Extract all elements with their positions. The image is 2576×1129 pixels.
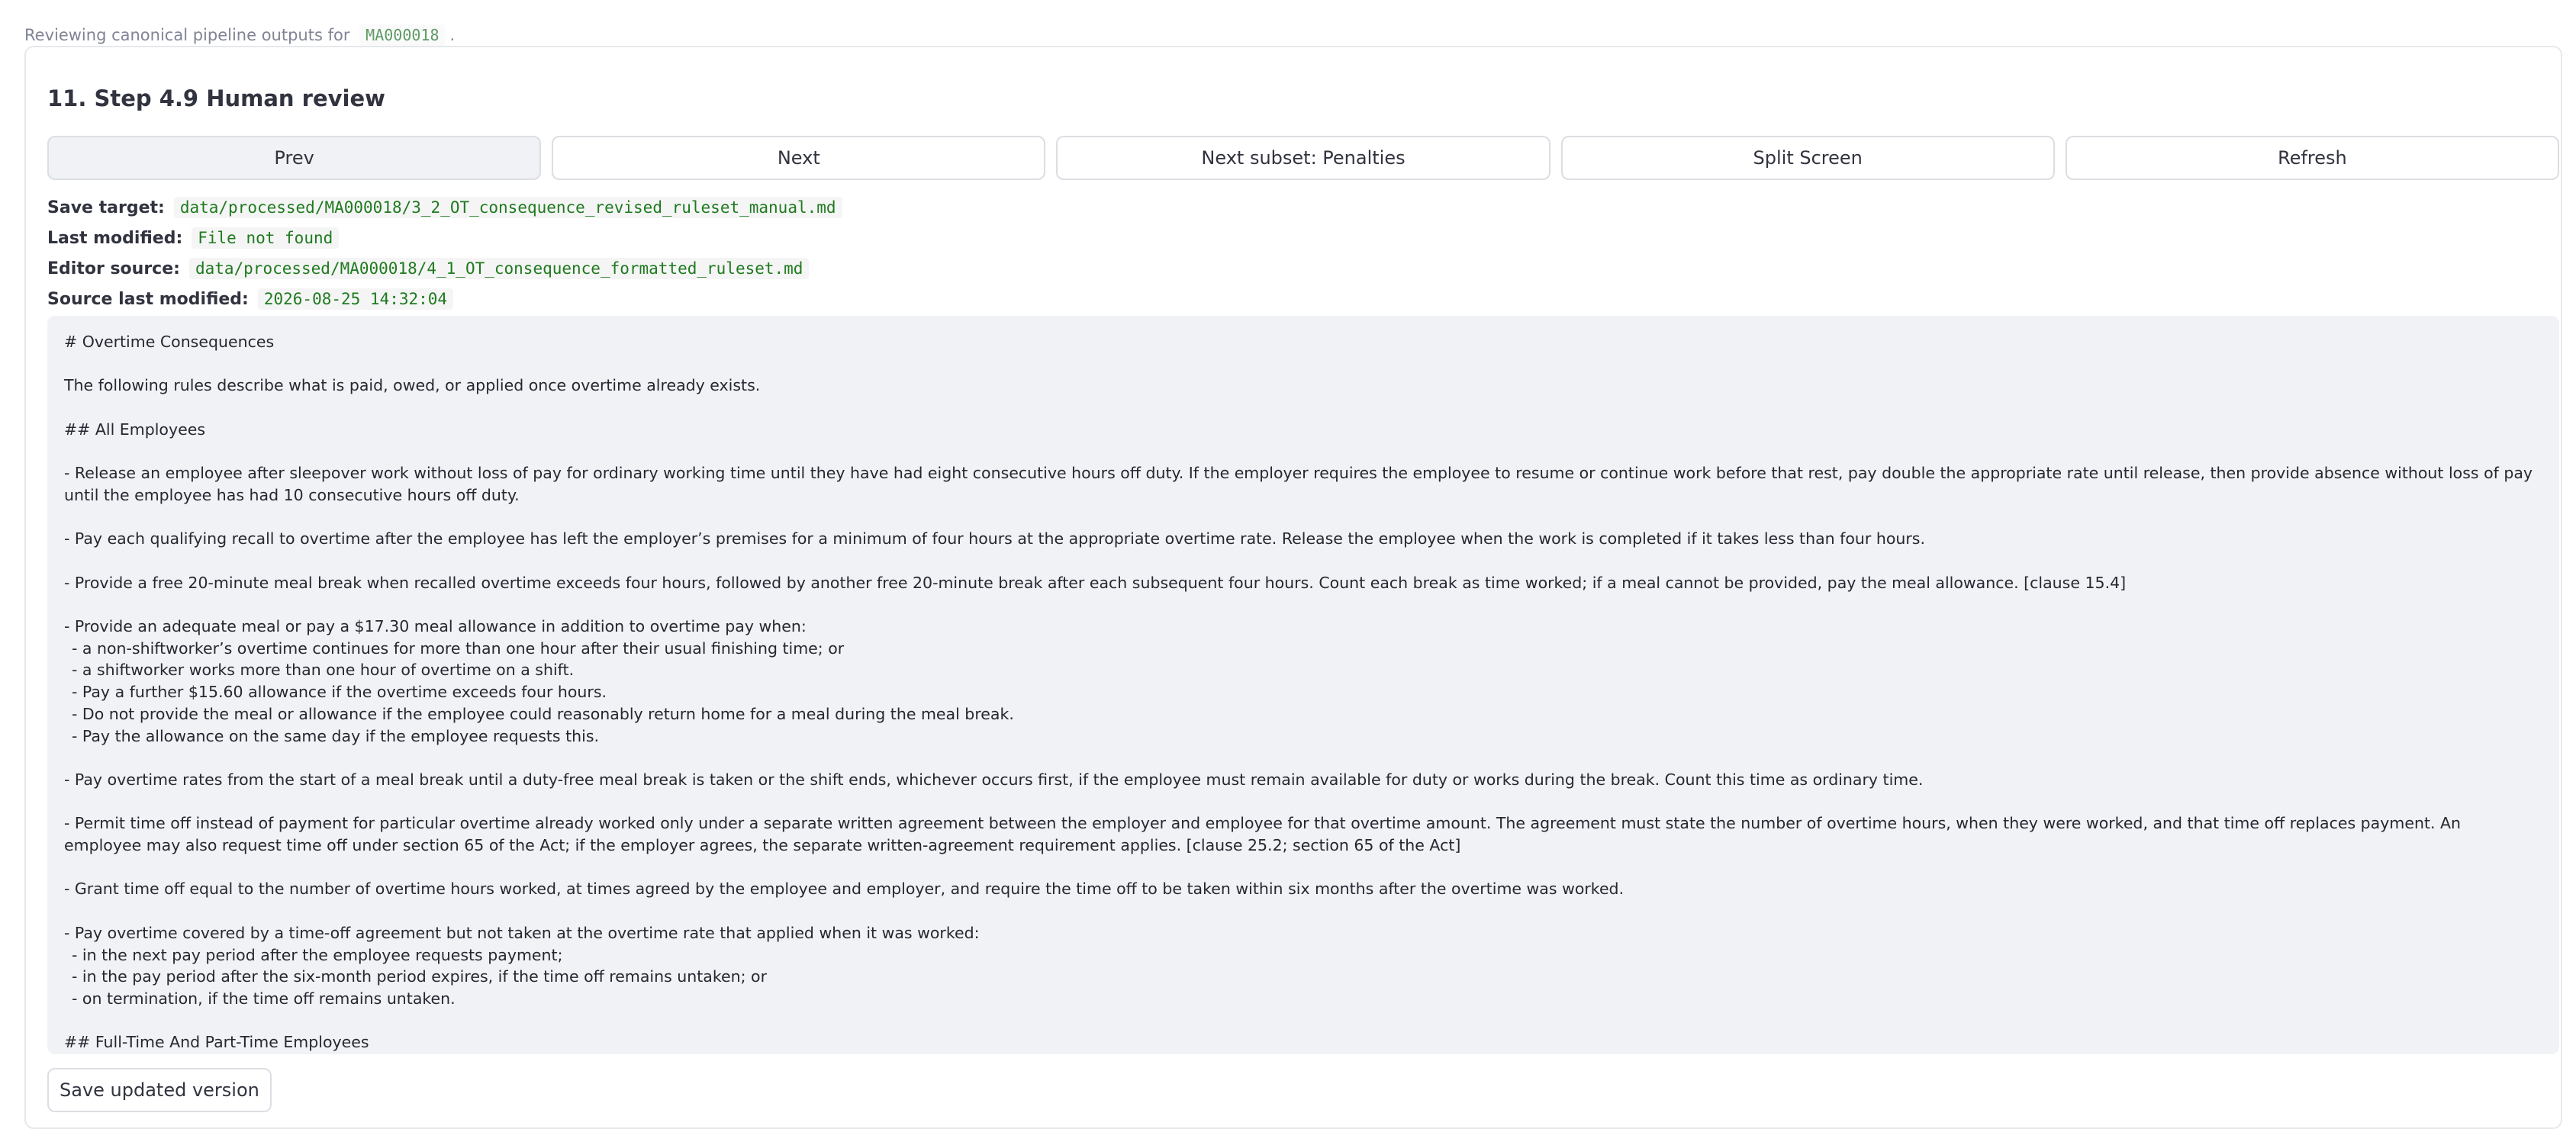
navigation-buttons — [47, 136, 2559, 182]
source-last-modified-label: Source last modified: — [47, 289, 249, 309]
save-target-row — [47, 197, 842, 218]
review-card — [24, 46, 2562, 1129]
editor-line: - Do not provide the meal or allowance if the employee could reasonably return home for a meal during the meal break. — [72, 704, 1014, 723]
editor-blank-line — [64, 747, 2542, 769]
save-updated-version-button[interactable]: Save updated version — [47, 1068, 272, 1112]
section-title: 11. Step 4.9 Human review — [47, 85, 385, 111]
editor-blank-line — [64, 1010, 2542, 1032]
editor-line: - Pay overtime covered by a time-off agreement but not taken at the overtime rate that applied when it was worked: — [64, 923, 980, 942]
editor-line: - Pay each qualifying recall to overtime after the employee has left the employer’s premises for a minimum of four hours at the appropriate overtime rate. Release the employee when the work is completed if it takes less than four hours. — [64, 529, 1925, 548]
page-caption — [24, 26, 455, 44]
last-modified-label: Last modified: — [47, 228, 183, 248]
editor-line: - Pay a further $15.60 allowance if the overtime exceeds four hours. — [72, 683, 607, 702]
last-modified-row — [47, 227, 339, 249]
save-target-value: data/processed/MA000018/3_2_OT_consequence_revised_ruleset_manual.md — [174, 197, 842, 218]
editor-line: - in the pay period after the six-month period expires, if the time off remains untaken; or — [72, 967, 767, 986]
editor-line: # Overtime Consequences — [64, 333, 275, 351]
editor-blank-line — [64, 353, 2542, 375]
editor-blank-line — [64, 857, 2542, 879]
editor-line: - Provide an adequate meal or pay a $17.30 meal allowance in addition to overtime pay when: — [64, 617, 807, 636]
prev-button[interactable]: Prev — [47, 136, 541, 180]
next-button[interactable]: Next — [552, 136, 1045, 180]
editor-source-row — [47, 258, 809, 279]
editor-source-label: Editor source: — [47, 259, 180, 278]
editor-blank-line — [64, 791, 2542, 813]
caption-id: MA000018 — [359, 24, 445, 46]
editor-blank-line — [64, 507, 2542, 529]
editor-line: - on termination, if the time off remains untaken. — [72, 989, 456, 1008]
editor-line: The following rules describe what is paid, owed, or applied once overtime already exists. — [64, 376, 761, 395]
refresh-button[interactable]: Refresh — [2066, 136, 2559, 180]
editor-blank-line — [64, 397, 2542, 419]
caption-prefix: Reviewing canonical pipeline outputs for — [24, 26, 350, 44]
last-modified-value: File not found — [192, 227, 339, 249]
editor-line: ## All Employees — [64, 420, 206, 439]
editor-blank-line — [64, 593, 2542, 616]
editor-line: - Release an employee after sleepover work without loss of pay for ordinary working time until they have had eight consecutive hours off duty. If the employer requires the employee to resume or continue work before that rest, pay double the appropriate rate until release, then provide absence without loss of pay until the employee has had 10 consecutive hours off duty. — [64, 464, 2533, 504]
editor-line: - Pay overtime rates from the start of a meal break until a duty-free meal break is taken or the shift ends, whichever occurs first, if the employee must remain available for duty or works during the break. Count this time as ordinary time. — [64, 770, 1924, 789]
editor-line: - a non-shiftworker’s overtime continues for more than one hour after their usual finishing time; or — [72, 638, 845, 658]
editor-blank-line — [64, 440, 2542, 462]
editor-blank-line — [64, 550, 2542, 572]
editor-blank-line — [64, 900, 2542, 922]
editor-line: - Permit time off instead of payment for particular overtime already worked only under a separate written agreement between the employer and employee for that overtime amount. The agreement must state the number of overtime hours, when they were worked, and that time off replaces payment. An employee may also request time off under section 65 of the Act; if the employer agrees, the separate written-agreement requirement applies. [clause 25.2; section 65 of the Act] — [64, 814, 2462, 855]
split-screen-button[interactable]: Split Screen — [1561, 136, 2055, 180]
editor-line: - a shiftworker works more than one hour of overtime on a shift. — [72, 661, 575, 680]
source-last-modified-row — [47, 288, 453, 310]
editor-line: - Pay the allowance on the same day if the employee requests this. — [72, 726, 600, 745]
editor-line: - Grant time off equal to the number of overtime hours worked, at times agreed by the employee and employer, and require the time off to be taken within six months after the overtime was worked. — [64, 880, 1624, 899]
editor-source-value: data/processed/MA000018/4_1_OT_consequence_formatted_ruleset.md — [189, 258, 810, 279]
next-subset-button[interactable]: Next subset: Penalties — [1056, 136, 1550, 180]
caption-suffix: . — [449, 26, 456, 44]
save-target-label: Save target: — [47, 198, 165, 217]
ruleset-editor[interactable] — [47, 316, 2559, 1054]
editor-line: ## Full-Time And Part-Time Employees — [64, 1033, 369, 1052]
editor-line: - Provide a free 20-minute meal break when recalled overtime exceeds four hours, followed by another free 20-minute break after each subsequent four hours. Count each break as time worked; if a meal cannot be provided, pay the meal allowance. [clause 15.4] — [64, 573, 2127, 592]
source-last-modified-value: 2026-08-25 14:32:04 — [258, 288, 453, 310]
editor-line: - in the next pay period after the employee requests payment; — [72, 945, 563, 964]
